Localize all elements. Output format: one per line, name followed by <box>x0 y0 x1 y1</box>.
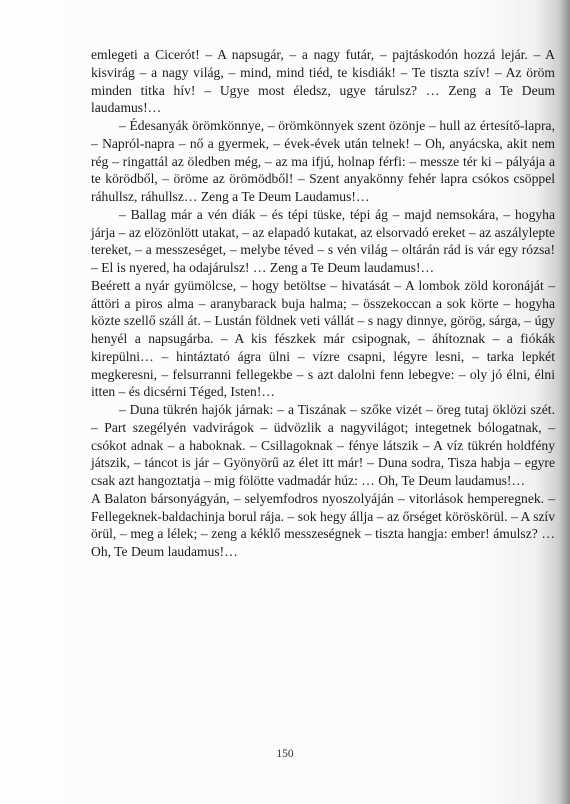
paragraph-1: emlegeti a Cicerót! – A napsugár, – a nagy futár, – pajtáskodón hozzá lejár. – A kisvirág – a nagy világ, – mind, mind tiéd, te kisdiák! – Te tiszta szív! – Az öröm minden titka hív! – Ugye most éledsz, ugye tárulsz? … Zeng a Te Deum laudamus!… <box>91 47 555 116</box>
paragraph-3: – Ballag már a vén diák – és tépi tüske, tépi ág – majd nemsokára, – hogyha járja – az elözönlött utakat, – az elapadó kutakat, az elsorvadó ereket – az aszálylepte tereket, – a messzeséget, – melybe téved – s vén világ – oltárán rád is vár egy rózsa! – El is nyered, ha odajárulsz! … Zeng a Te Deum laudamus!… <box>91 206 555 275</box>
paragraph-4: Beérett a nyár gyümölcse, – hogy betöltse – hivatását – A lombok zöld koronáját – áttöri a piros alma – aranybarack buja halma; – összekoccan a sok körte – hogyha közte szellő száll át. – Lustán földnek veti vállát – s nagy dinnye, görög, sárga, – úgy henyél a napsugárba. – A kis fészkek már csipognak, – áhítoznak – a fiókák kirepülni… – hintáztató ágra ülni – vízre csapni, légyre lesni, – tarka lepkét megkeresni, – felsurranni fellegekbe – s azt dalolni fenn lebegve: – oly jó élni, élni itten – és dicsérni Téged, Isten!… <box>91 277 555 400</box>
paragraph-5: – Duna tükrén hajók járnak: – a Tiszának – szőke vizét – öreg tutaj öklözi szét. – Part szegélyén vadvirágok – üdvözlik a nagyvilágot; integetnek bólogatnak, – csókot adnak – a haboknak. – Csillagoknak – fénye látszik – A víz tükrén holdfény játszik, – táncot is jár – Gyönyörű az élet itt már! – Duna sodra, Tisza habja – egyre csak azt hangoztatja – mig fölötte vadmadár húz: … Oh, Te Deum laudamus!… <box>91 402 555 488</box>
body-text <box>91 46 555 561</box>
paragraph-6: A Balaton bársonyágyán, – selyemfodros nyoszolyáján – vitorlások hemperegnek. – Fellegeknek-baldachinja borul rája. – sok hegy állja – az őrséget köröskörül. – A szív örül, – meg a lélek; – zeng a kéklő messzeségnek – tiszta hangja: ember! ámulsz? … Oh, Te Deum laudamus!… <box>91 490 555 559</box>
paragraph-2: – Édesanyák örömkönnye, – örömkönnyek szent özönje – hull az értesítő-lapra, – Napról-napra – nő a gyermek, – évek-évek után telnek! – Oh, anyácska, akit nem rég – ringattál az öledben még, – az ma ifjú, holnap férfi: – messze tér ki – pályája a te körödből, – öröme az örömödből! – Szent anyakönny fehér lapra csókos csöppel ráhullsz, ráhullsz… Zeng a Te Deum Laudamus!… <box>91 118 555 204</box>
page-number: 150 <box>276 748 294 760</box>
